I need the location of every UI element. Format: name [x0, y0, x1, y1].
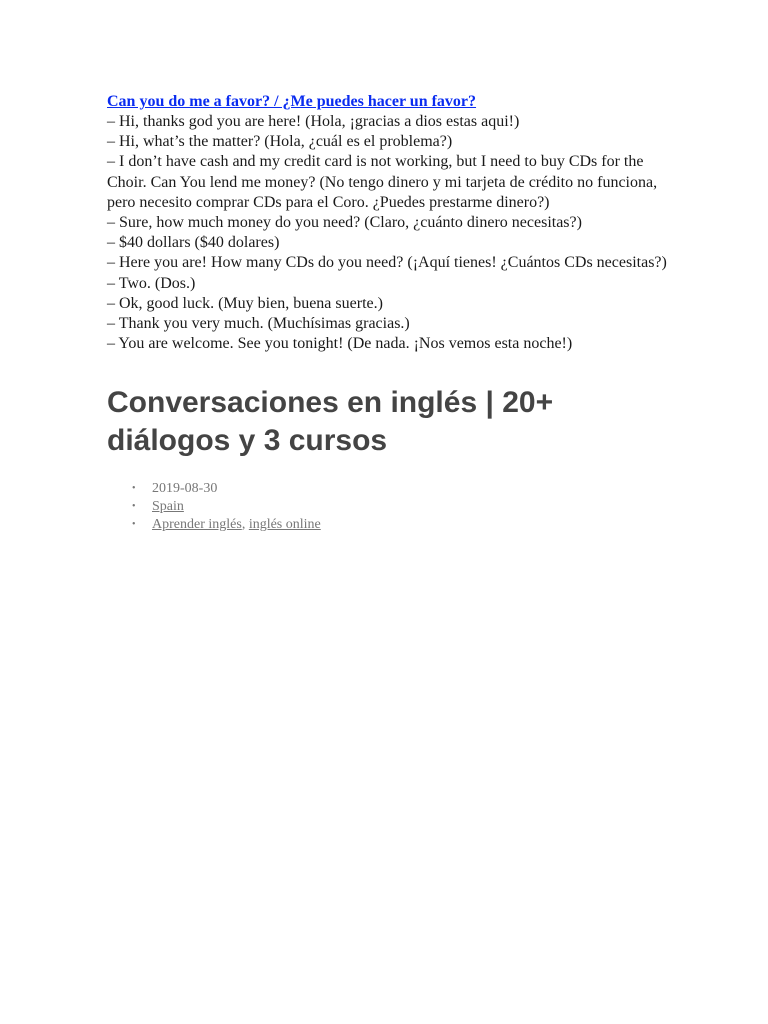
category-separator: , — [241, 517, 249, 533]
meta-date — [132, 480, 667, 498]
category-link-ingles-online[interactable]: inglés online — [248, 517, 321, 533]
bullet-icon: • — [132, 483, 136, 495]
bullet-icon: • — [132, 519, 136, 531]
dialog-line: – Hi, thanks god you are here! (Hola, ¡gracias a dios estas aqui!) — [107, 113, 520, 130]
date-text: 2019-08-30 — [152, 481, 218, 497]
dialog-line: – Hi, what’s the matter? (Hola, ¿cuál es el problema?) — [107, 133, 453, 151]
dialog-line: – You are welcome. See you tonight! (De nada. ¡Nos vemos esta noche!) — [107, 335, 573, 353]
dialog-lines — [107, 112, 667, 354]
meta-location — [132, 498, 667, 516]
dialog-line: – Thank you very much. (Muchísimas gracias.) — [107, 315, 410, 333]
dialog-line: – Ok, good luck. (Muy bien, buena suerte.) — [107, 294, 383, 312]
article-meta-list — [107, 480, 667, 534]
content — [107, 92, 667, 534]
dialog-line: – Sure, how much money do you need? (Claro, ¿cuánto dinero necesitas?) — [107, 214, 582, 232]
meta-categories — [132, 516, 667, 534]
dialog-line: – Here you are! How many CDs do you need? (¡Aquí tienes! ¿Cuántos CDs necesitas?) — [107, 254, 667, 272]
dialog-line: – Two. (Dos.) — [107, 274, 196, 292]
category-link-aprender-ingles[interactable]: Aprender inglés — [152, 517, 242, 533]
article-title: Conversaciones en inglés | 20+ diálogos y 3 cursos — [107, 386, 554, 458]
bullet-icon: • — [132, 501, 136, 513]
dialog-line: – $40 dollars ($40 dolares) — [107, 234, 280, 252]
dialog-title-link[interactable]: Can you do me a favor? / ¿Me puedes hacer un favor? — [107, 93, 477, 110]
location-link[interactable]: Spain — [152, 499, 184, 515]
dialog-line: – I don’t have cash and my credit card is not working, but I need to buy CDs for the Choir. Can You lend me money? (No tengo dinero y mi tarjeta de crédito no funciona, pero necesito comprar CDs para el Coro. ¿Puedes prestarme dinero?) — [107, 153, 658, 211]
